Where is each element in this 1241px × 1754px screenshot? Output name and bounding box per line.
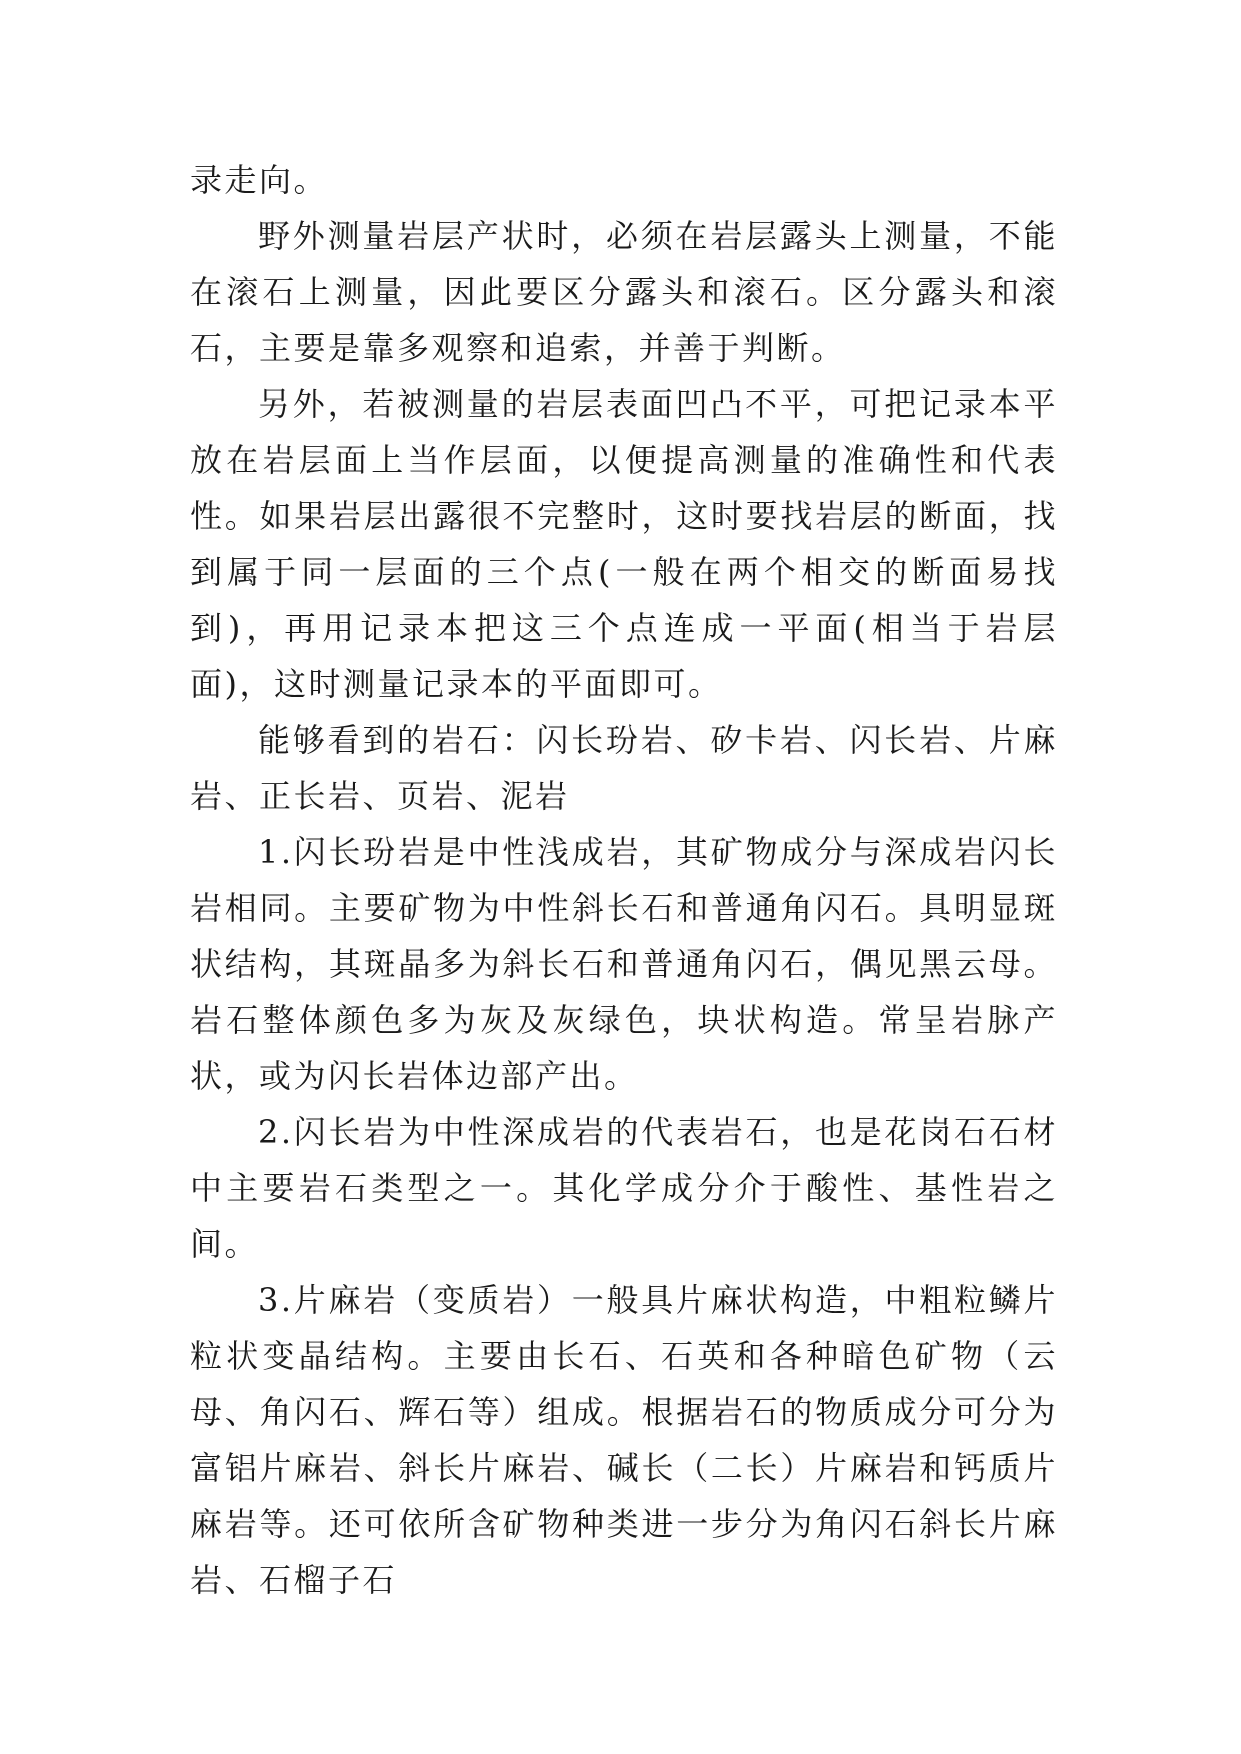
paragraph-continuation: 录走向。: [190, 161, 329, 199]
document-body: [190, 152, 1058, 1608]
paragraph-gneiss: 3.片麻岩（变质岩）一般具片麻状构造，中粗粒鳞片粒状变晶结构。主要由长石、石英和各种暗色矿物（云母、角闪石、辉石等）组成。根据岩石的物质成分可分为富铝片麻岩、斜长片麻岩、碱长（二长）片麻岩和钙质片麻岩等。还可依所含矿物种类进一步分为角闪石斜长片麻岩、石榴子石: [190, 1281, 1058, 1599]
paragraph-diorite: 2.闪长岩为中性深成岩的代表岩石，也是花岗石石材中主要岩石类型之一。其化学成分介于酸性、基性岩之间。: [190, 1113, 1058, 1263]
paragraph-outcrop-measurement: 野外测量岩层产状时，必须在岩层露头上测量，不能在滚石上测量，因此要区分露头和滚石。区分露头和滚石，主要是靠多观察和追索，并善于判断。: [190, 217, 1058, 367]
paragraph-diorite-porphyrite: 1.闪长玢岩是中性浅成岩，其矿物成分与深成岩闪长岩相同。主要矿物为中性斜长石和普通角闪石。具明显斑状结构，其斑晶多为斜长石和普通角闪石，偶见黑云母。岩石整体颜色多为灰及灰绿色，块状构造。常呈岩脉产状，或为闪长岩体边部产出。: [190, 833, 1058, 1095]
paragraph-visible-rocks: 能够看到的岩石：闪长玢岩、矽卡岩、闪长岩、片麻岩、正长岩、页岩、泥岩: [190, 721, 1058, 815]
paragraph-uneven-surface: 另外，若被测量的岩层表面凹凸不平，可把记录本平放在岩层面上当作层面，以便提高测量的准确性和代表性。如果岩层出露很不完整时，这时要找岩层的断面，找到属于同一层面的三个点(一般在两个相交的断面易找到)，再用记录本把这三个点连成一平面(相当于岩层面)，这时测量记录本的平面即可。: [190, 385, 1058, 703]
